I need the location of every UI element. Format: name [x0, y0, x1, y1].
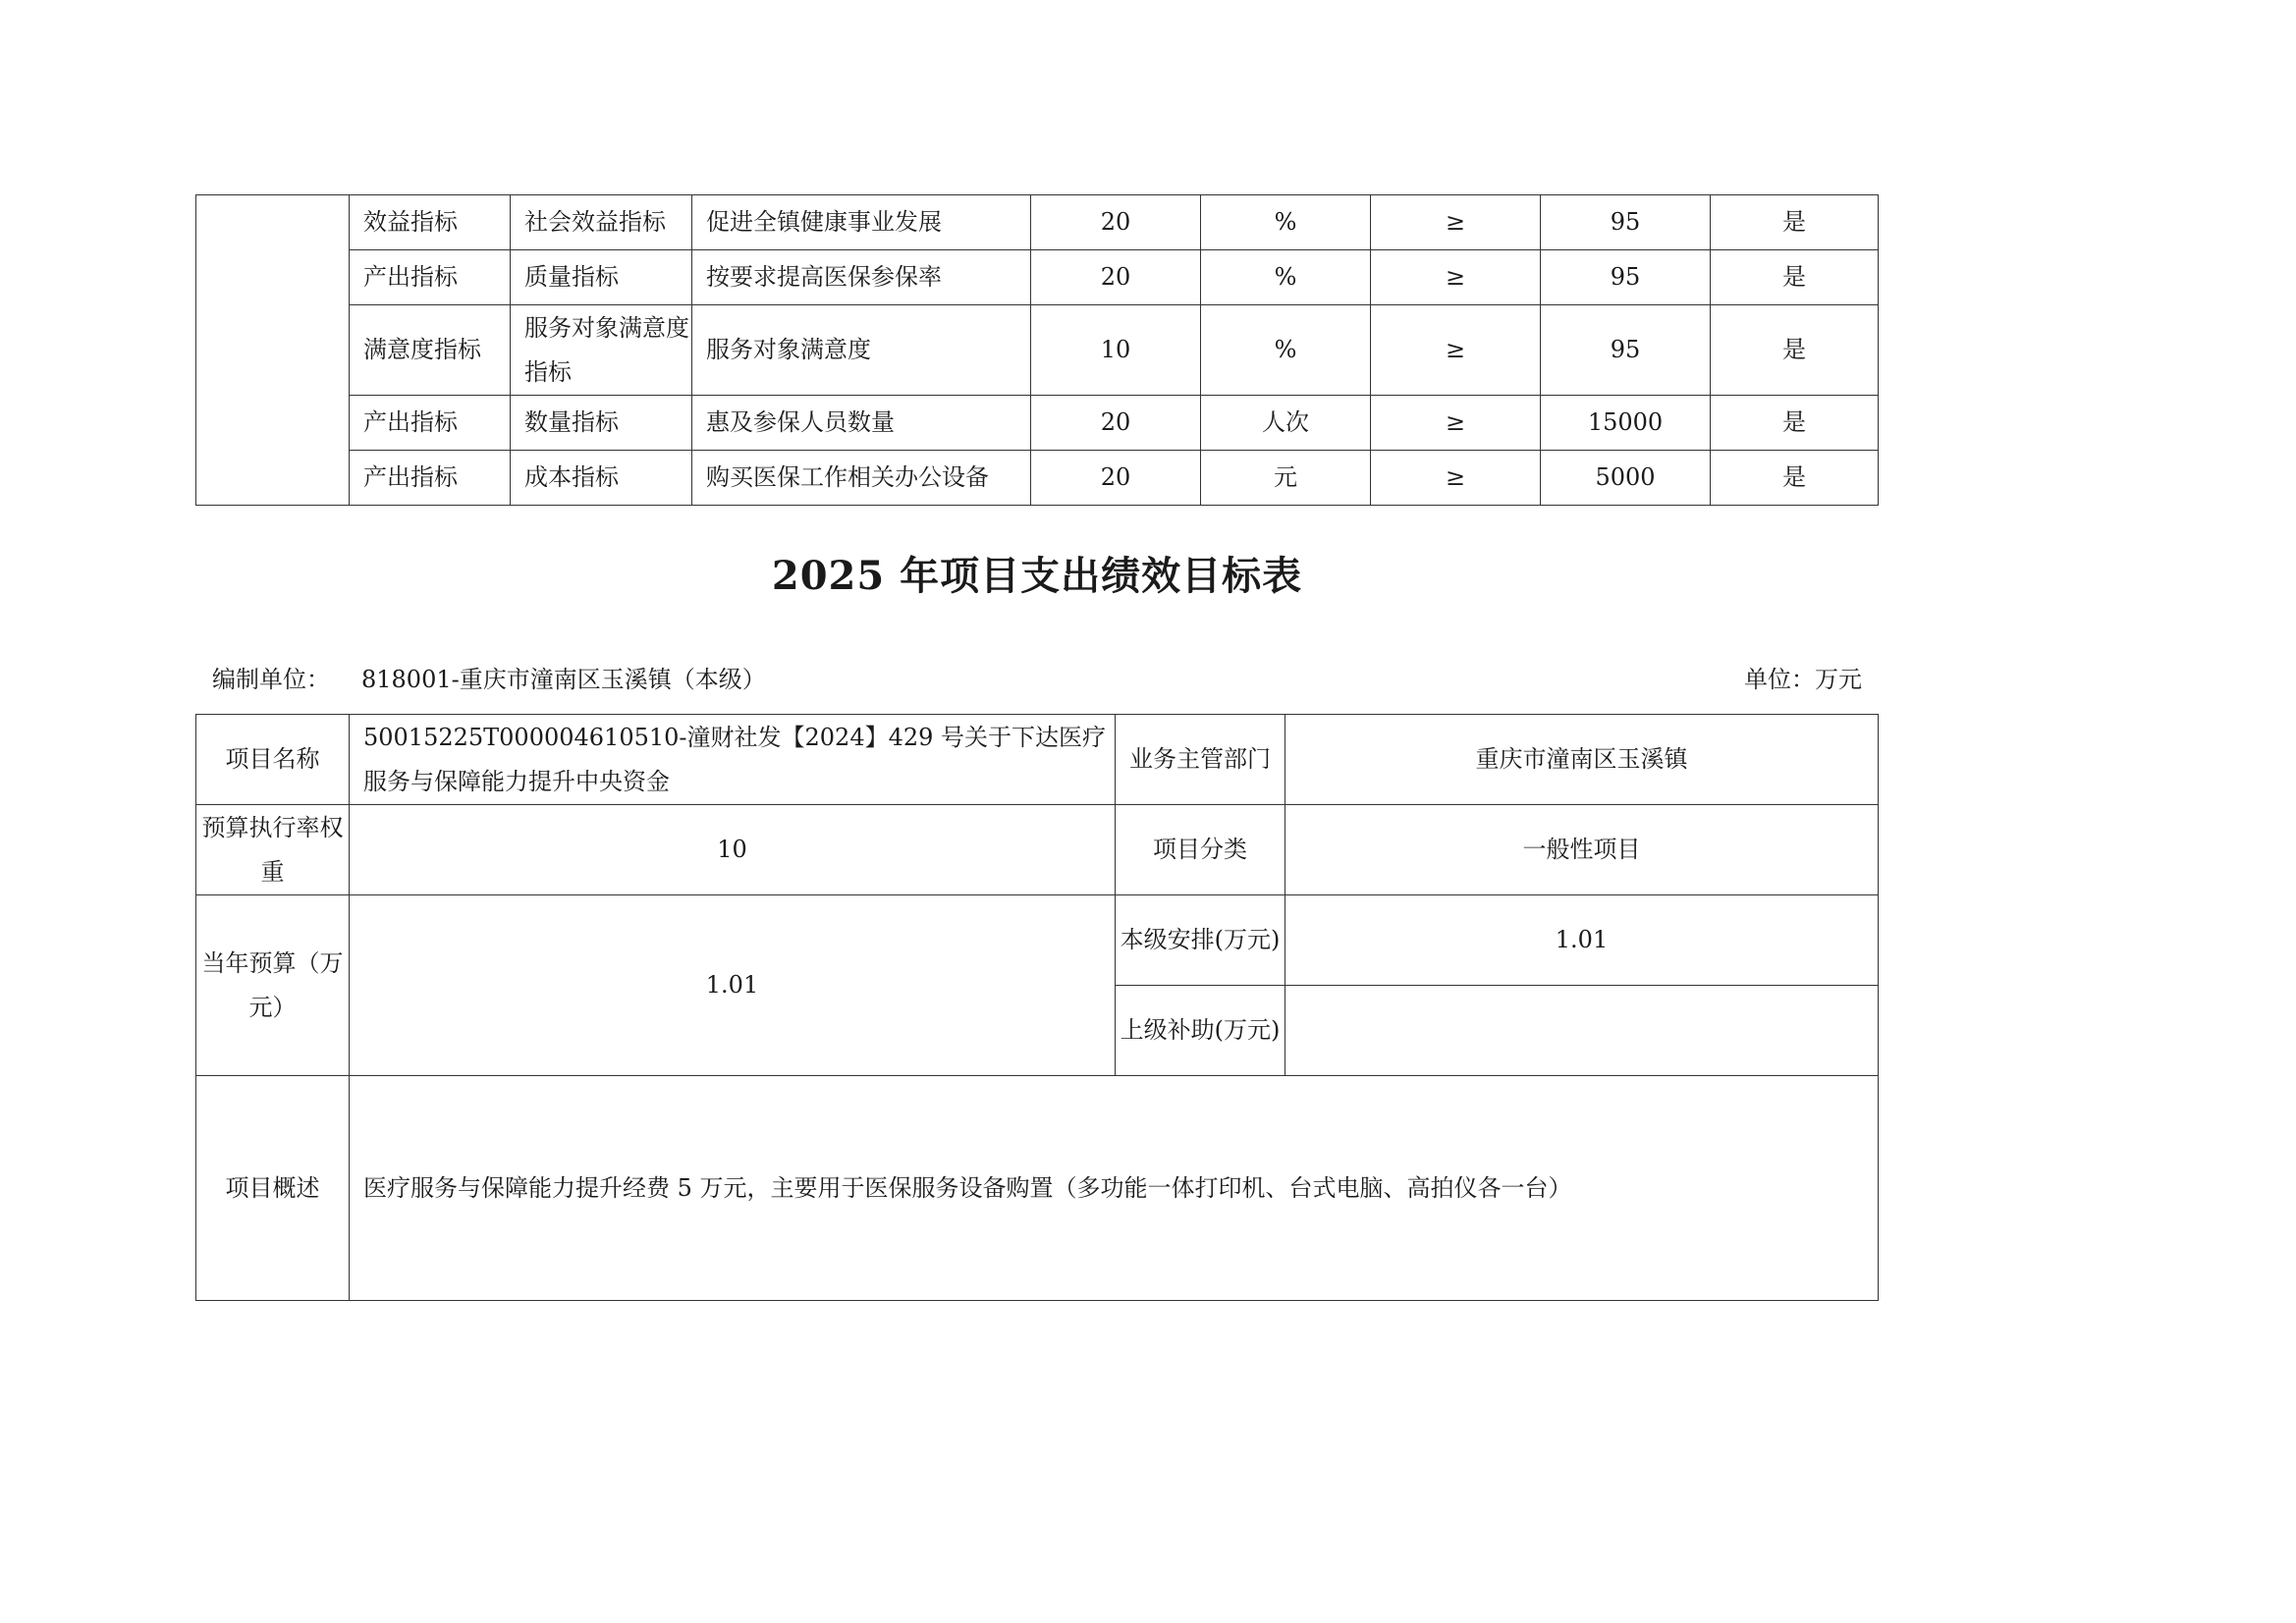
indicator-name: 按要求提高医保参保率 [692, 250, 1031, 305]
indicator-target: 95 [1541, 250, 1711, 305]
indicator-core: 是 [1711, 250, 1879, 305]
overview-value: 医疗服务与保障能力提升经费 5 万元，主要用于医保服务设备购置（多功能一体打印机、台式电脑、高拍仪各一台） [350, 1076, 1879, 1301]
dept-label: 业务主管部门 [1116, 715, 1285, 805]
indicator-weight: 10 [1031, 305, 1201, 396]
project-table [195, 714, 1879, 1301]
indicator-operator: ≥ [1371, 195, 1541, 250]
table-row [196, 451, 1879, 506]
indicator-name: 购买医保工作相关办公设备 [692, 451, 1031, 506]
exec-weight-label: 预算执行率权重 [196, 805, 350, 895]
indicator-operator: ≥ [1371, 305, 1541, 396]
compiling-unit-value: 818001-重庆市潼南区玉溪镇（本级） [361, 666, 766, 693]
table-row [196, 895, 1879, 986]
indicator-operator: ≥ [1371, 396, 1541, 451]
currency-unit: 单位：万元 [1744, 666, 1862, 693]
indicator-weight: 20 [1031, 195, 1201, 250]
indicator-unit: % [1201, 305, 1371, 396]
indicator-target: 5000 [1541, 451, 1711, 506]
indicator-weight: 20 [1031, 451, 1201, 506]
level2-indicator: 数量指标 [511, 396, 692, 451]
table-row [196, 305, 1879, 396]
project-name-value: 50015225T000004610510-潼财社发【2024】429 号关于下达医疗服务与保障能力提升中央资金 [350, 715, 1116, 805]
upper-subsidy-value [1285, 986, 1879, 1076]
indicator-operator: ≥ [1371, 250, 1541, 305]
table-row [196, 805, 1879, 895]
level1-indicator: 效益指标 [350, 195, 511, 250]
table-row [196, 715, 1879, 805]
page-title: 2025 年项目支出绩效目标表 [771, 553, 1303, 599]
indicator-core: 是 [1711, 451, 1879, 506]
category-value: 一般性项目 [1285, 805, 1879, 895]
exec-weight-value: 10 [350, 805, 1116, 895]
indicator-target: 15000 [1541, 396, 1711, 451]
indicator-name: 惠及参保人员数量 [692, 396, 1031, 451]
project-name-label: 项目名称 [196, 715, 350, 805]
level1-indicator: 产出指标 [350, 396, 511, 451]
indicator-core: 是 [1711, 396, 1879, 451]
upper-subsidy-label: 上级补助(万元) [1116, 986, 1285, 1076]
indicator-name: 促进全镇健康事业发展 [692, 195, 1031, 250]
dept-value: 重庆市潼南区玉溪镇 [1285, 715, 1879, 805]
local-arrangement-value: 1.01 [1285, 895, 1879, 986]
budget-value: 1.01 [350, 895, 1116, 1076]
indicator-operator: ≥ [1371, 451, 1541, 506]
indicator-unit: % [1201, 250, 1371, 305]
indicator-weight: 20 [1031, 250, 1201, 305]
indicator-unit: % [1201, 195, 1371, 250]
level2-indicator: 服务对象满意度指标 [511, 305, 692, 396]
indicator-unit: 人次 [1201, 396, 1371, 451]
level2-indicator: 社会效益指标 [511, 195, 692, 250]
table-row [196, 250, 1879, 305]
level1-indicator: 产出指标 [350, 451, 511, 506]
indicator-target: 95 [1541, 305, 1711, 396]
level1-indicator: 产出指标 [350, 250, 511, 305]
table-row [196, 195, 1879, 250]
indicator-table [195, 194, 1879, 506]
merged-blank-cell [196, 195, 350, 506]
indicator-unit: 元 [1201, 451, 1371, 506]
table-row [196, 1076, 1879, 1301]
level2-indicator: 成本指标 [511, 451, 692, 506]
table-row [196, 396, 1879, 451]
local-arrangement-label: 本级安排(万元) [1116, 895, 1285, 986]
category-label: 项目分类 [1116, 805, 1285, 895]
indicator-name: 服务对象满意度 [692, 305, 1031, 396]
level2-indicator: 质量指标 [511, 250, 692, 305]
indicator-weight: 20 [1031, 396, 1201, 451]
level1-indicator: 满意度指标 [350, 305, 511, 396]
indicator-target: 95 [1541, 195, 1711, 250]
indicator-core: 是 [1711, 305, 1879, 396]
overview-label: 项目概述 [196, 1076, 350, 1301]
compiling-unit-label: 编制单位： [212, 666, 330, 693]
budget-label: 当年预算（万元） [196, 895, 350, 1076]
indicator-core: 是 [1711, 195, 1879, 250]
